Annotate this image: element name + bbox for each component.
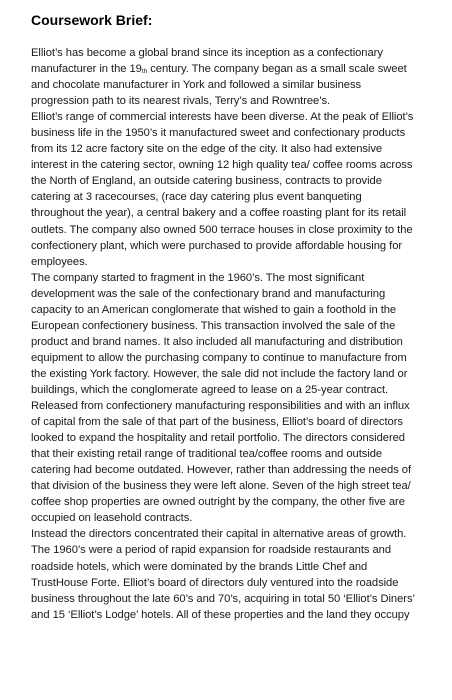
text-line: capacity to an American conglomerate that wished to gain a foothold in the	[31, 303, 397, 316]
text-line: European confectionery business. This transaction involved the sale of the	[31, 319, 396, 332]
document-body	[31, 45, 436, 623]
text-line: The 1960’s were a period of rapid expansion for roadside restaurants and	[31, 544, 392, 557]
text-line: catering at 3 racecourses, (race day catering plus event banqueting	[31, 191, 362, 204]
text-line: Instead the directors concentrated their capital in alternative areas of growth.	[31, 528, 407, 541]
text-line: interest in the catering sector, owning 12 high quality tea/ coffee rooms across	[31, 159, 413, 172]
text-line: the North of England, an outside catering business, contracts to provide	[31, 175, 382, 188]
text-line: from its 12 acre factory site on the edge of the city. It also had extensive	[31, 143, 383, 156]
text-line: Elliot’s range of commercial interests have been diverse. At the peak of Elliot’s	[31, 111, 414, 124]
page-title: Coursework Brief:	[31, 12, 153, 28]
text-line: manufacturer in the 19th century. The company began as a small scale sweet	[31, 63, 407, 76]
paragraph	[31, 45, 436, 109]
text-line: Released from confectionery manufacturing responsibilities and with an influx	[31, 400, 410, 413]
text-line: looked to expand the hospitality and retail portfolio. The directors considered	[31, 432, 405, 445]
text-line: that division of the business they were left alone. Seven of the high street tea/	[31, 480, 411, 493]
text-line: the existing York factory. However, the sale did not include the factory land or	[31, 367, 408, 380]
text-line: coffee shop properties are owned outright by the company, the other five are	[31, 496, 405, 509]
text-line: Elliot’s has become a global brand since its inception as a confectionary	[31, 47, 383, 59]
text-line: catering had become outdated. However, rather than addressing the needs of	[31, 464, 412, 477]
ordinal-suffix: th	[141, 68, 148, 76]
paragraph	[31, 526, 436, 622]
text-line: buildings, which the conglomerate agreed to lease on a 25-year contract.	[31, 383, 389, 396]
text-line: of capital from the sale of that part of the business, Elliot’s board of directors	[31, 416, 403, 429]
text-line: and chocolate manufacturer in York and followed a similar business	[31, 79, 362, 92]
text-line: and 15 ‘Elliot’s Lodge’ hotels. All of these properties and the land they occupy	[31, 608, 410, 621]
text-line: confectionery plant, which were purchased to provide affordable housing for	[31, 239, 403, 252]
paragraph	[31, 109, 436, 269]
text-line: business life in the 1950’s it manufactured sweet and confectionary products	[31, 127, 406, 140]
text-line: that their existing retail range of traditional tea/coffee rooms and outside	[31, 448, 383, 461]
text-line: roadside hotels, which were dominated by the brands Little Chef and	[31, 560, 368, 573]
text-line: equipment to allow the purchasing company to continue to manufacture from	[31, 351, 407, 364]
text-line: outlets. The company also owned 500 terrace houses in close proximity to the	[31, 223, 413, 236]
text-line: The company started to fragment in the 1960’s. The most significant	[31, 271, 365, 284]
paragraph	[31, 270, 436, 527]
text-line: development was the sale of the confectionary brand and manufacturing	[31, 287, 386, 300]
text-line: occupied on leasehold contracts.	[31, 512, 193, 525]
text-line: employees.	[31, 255, 88, 268]
text-line: TrustHouse Forte. Elliot’s board of directors duly ventured into the roadside	[31, 576, 399, 589]
text-line: progression path to its nearest rivals, Terry’s and Rowntree’s.	[31, 95, 331, 108]
text-line: business throughout the late 60’s and 70’s, acquiring in total 50 ‘Elliot’s Diners’	[31, 592, 415, 605]
text-line: product and brand names. It also included all manufacturing and distribution	[31, 335, 403, 348]
text-line: throughout the year), a central bakery and a coffee roasting plant for its retail	[31, 207, 407, 220]
